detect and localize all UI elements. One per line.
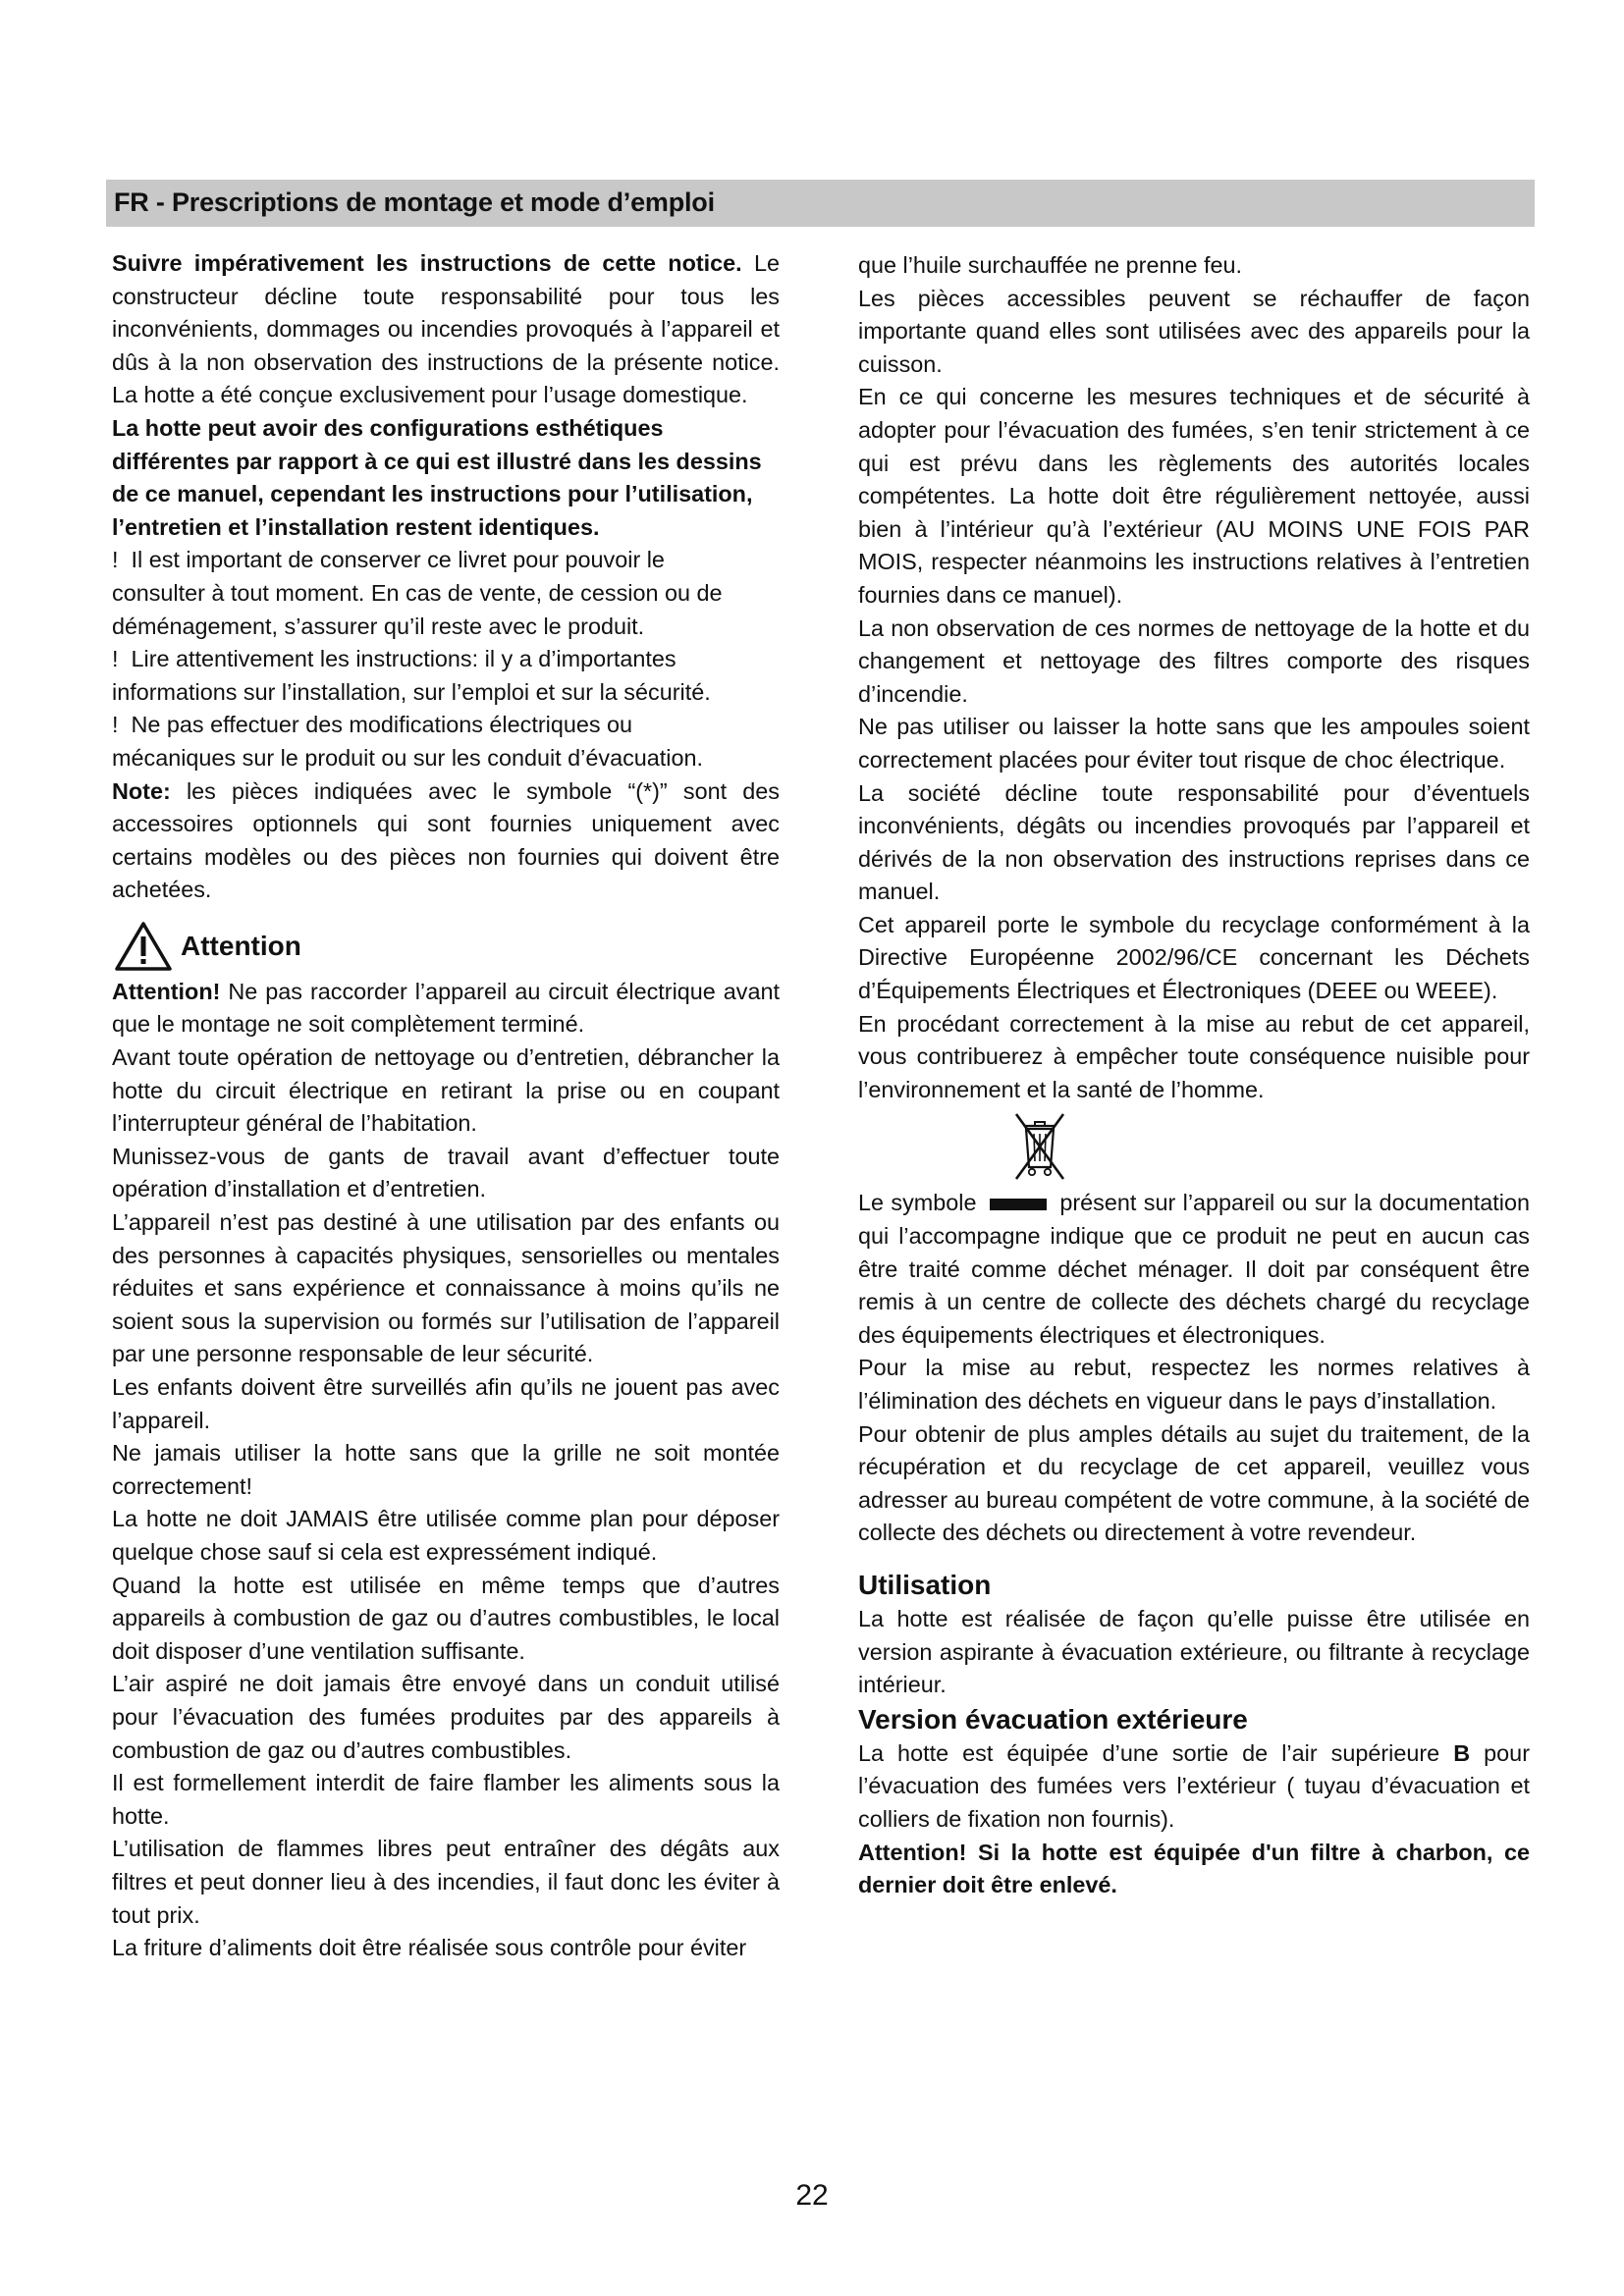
paragraph: Avant toute opération de nettoyage ou d’entretien, débrancher la hotte du circuit électrique en retirant la prise ou en coupant l’interrupteur général de l’habitation. <box>112 1044 780 1137</box>
symbol-paragraph <box>858 1187 1530 1352</box>
version-text-after: pour l’évacuation des fumées vers l’extérieur ( tuyau d’évacuation et colliers de fixation non fournis). <box>858 1739 1530 1832</box>
note-label: Note: <box>112 777 171 804</box>
version-paragraph <box>858 1737 1530 1837</box>
version-text-before: La hotte est équipée d’une sortie de l’air supérieure <box>858 1739 1454 1766</box>
symbol-text-before: Le symbole <box>858 1190 977 1216</box>
note-text: les pièces indiquées avec le symbole “(*)” sont des accessoires optionnels qui sont fournies uniquement avec certains modèles ou des pièces non fournies qui doivent être achetées. <box>112 777 780 903</box>
bullet-continuation: consulter à tout moment. En cas de vente, de cession ou de déménagement, s’assurer qu’il reste avec le produit. <box>112 579 723 639</box>
intro-paragraph <box>112 247 780 412</box>
right-column <box>858 249 1530 1902</box>
attention-paragraph <box>112 976 780 1041</box>
paragraph: L’air aspiré ne doit jamais être envoyé dans un conduit utilisé pour l’évacuation des fumées produites par des appareils à combustion de gaz ou d’autres combustibles. <box>112 1671 780 1763</box>
intro-text: Le constructeur décline toute responsabilité pour tous les inconvénients, dommages ou incendies provoqués à l’appareil et dûs à la non observation des instructions de la présente notice. La hotte a été conçue exclusivement pour l’usage domestique. <box>112 250 780 408</box>
configuration-notice: La hotte peut avoir des configurations esthétiques différentes par rapport à ce qui est illustré dans les dessins de ce manuel, cependant les instructions pour l’utilisation, l’entretien et l’installation restent identiques. <box>112 414 762 540</box>
paragraph: que l’huile surchauffée ne prenne feu. <box>858 252 1243 278</box>
warning-triangle-icon <box>114 921 173 972</box>
exclamation-mark: ! <box>112 712 119 738</box>
paragraph: Ne jamais utiliser la hotte sans que la grille ne soit montée correctement! <box>112 1440 780 1499</box>
crossed-bin-icon <box>1010 1110 1069 1183</box>
version-heading: Version évacuation extérieure <box>858 1703 1248 1735</box>
exclamation-mark: ! <box>112 646 119 672</box>
utilisation-paragraph: La hotte est réalisée de façon qu’elle puisse être utilisée en version aspirante à évacuation extérieure, ou filtrante à recyclage intérieur. <box>858 1605 1530 1698</box>
paragraph: Il est formellement interdit de faire flamber les aliments sous la hotte. <box>112 1770 780 1829</box>
bullet-continuation: mécaniques sur le produit ou sur les conduit d’évacuation. <box>112 744 704 771</box>
attention-text: Ne pas raccorder l’appareil au circuit électrique avant que le montage ne soit complètement terminé. <box>112 978 780 1038</box>
bullet-item <box>112 643 780 709</box>
paragraph: Pour obtenir de plus amples détails au sujet du traitement, de la récupération et du recyclage de cet appareil, veuillez vous adresser au bureau compétent de votre commune, à la société de collecte des déchets ou directement à votre revendeur. <box>858 1420 1530 1546</box>
paragraph: La hotte ne doit JAMAIS être utilisée comme plan pour déposer quelque chose sauf si cela est expressément indiqué. <box>112 1506 780 1565</box>
paragraph: L’utilisation de flammes libres peut entraîner des dégâts aux filtres et peut donner lieu à des incendies, il faut donc les éviter à tout prix. <box>112 1836 780 1928</box>
paragraph: Les enfants doivent être surveillés afin qu’ils ne jouent pas avec l’appareil. <box>112 1374 780 1433</box>
paragraph: Les pièces accessibles peuvent se réchauffer de façon importante quand elles sont utilisées avec des appareils pour la cuisson. <box>858 285 1530 377</box>
charcoal-filter-warning: Attention! Si la hotte est équipée d'un filtre à charbon, ce dernier doit être enlevé. <box>858 1839 1530 1898</box>
paragraph: La non observation de ces normes de nettoyage de la hotte et du changement et nettoyage des filtres comporte des risques d’incendie. <box>858 614 1530 707</box>
paragraph: En procédant correctement à la mise au rebut de cet appareil, vous contribuerez à empêcher toute conséquence nuisible pour l’environnement et la santé de l’homme. <box>858 1010 1530 1102</box>
bullet-first-line: Ne pas effectuer des modifications électriques ou <box>131 712 633 738</box>
section-title: FR - Prescriptions de montage et mode d’emploi <box>114 187 715 217</box>
page-number: 22 <box>795 2179 829 2212</box>
bullet-first-line: Il est important de conserver ce livret pour pouvoir le <box>131 547 665 573</box>
left-column <box>112 247 780 1965</box>
weee-symbol-block <box>858 1106 1530 1187</box>
bullet-continuation: informations sur l’installation, sur l’emploi et sur la sécurité. <box>112 678 711 705</box>
version-text-bold: B <box>1453 1739 1471 1766</box>
attention-heading: Attention <box>181 930 301 961</box>
section-header-bar <box>106 180 1535 227</box>
paragraph: La société décline toute responsabilité pour d’éventuels inconvénients, dégâts ou incendies provoqués par l’appareil et dérivés de la non observation des instructions reprises dans ce manuel. <box>858 779 1530 905</box>
paragraph: Munissez-vous de gants de travail avant d’effectuer toute opération d’installation et d’entretien. <box>112 1143 780 1202</box>
attention-heading-row <box>112 919 780 974</box>
exclamation-mark: ! <box>112 547 119 573</box>
attention-label: Attention! <box>112 978 221 1004</box>
bullet-first-line: Lire attentivement les instructions: il y a d’importantes <box>131 646 677 672</box>
paragraph: Cet appareil porte le symbole du recyclage conformément à la Directive Européenne 2002/96/CE concernant les Déchets d’Équipements Électriques et Électroniques (DEEE ou WEEE). <box>858 911 1530 1004</box>
symbol-text-after: présent sur l’appareil ou sur la documentation qui l’accompagne indique que ce produit ne peut en aucun cas être traité comme déchet ménager. Il doit par conséquent être remis à un centre de collecte des déchets chargé du recyclage des équipements électriques et électroniques. <box>858 1190 1530 1348</box>
utilisation-heading: Utilisation <box>858 1569 992 1600</box>
bullet-item <box>112 709 780 774</box>
black-bar-icon <box>990 1199 1047 1210</box>
paragraph: Pour la mise au rebut, respectez les normes relatives à l’élimination des déchets en vigueur dans le pays d’installation. <box>858 1355 1530 1414</box>
intro-bold: Suivre impérativement les instructions de cette notice. <box>112 250 742 276</box>
paragraph: La friture d’aliments doit être réalisée sous contrôle pour éviter <box>112 1935 747 1961</box>
paragraph: En ce qui concerne les mesures techniques et de sécurité à adopter pour l’évacuation des fumées, s’en tenir strictement à ce qui est prévu dans les règlements des autorités locales compétentes. La hotte doit être régulièrement nettoyée, aussi bien à l’intérieur qu’à l’extérieur (AU MOINS UNE FOIS PAR MOIS, respecter néanmoins les instructions relatives à l’entretien fournies dans ce manuel). <box>858 384 1530 608</box>
bullet-item <box>112 544 780 643</box>
paragraph: Ne pas utiliser ou laisser la hotte sans que les ampoules soient correctement placées pour éviter tout risque de choc électrique. <box>858 714 1530 773</box>
paragraph: L’appareil n’est pas destiné à une utilisation par des enfants ou des personnes à capacités physiques, sensorielles ou mentales réduites et sans expérience et connaissance à moins qu’ils ne soient sous la supervision ou formés sur l’utilisation de l’appareil par une personne responsable de leur sécurité. <box>112 1209 780 1367</box>
note-paragraph <box>112 775 780 907</box>
paragraph: Quand la hotte est utilisée en même temps que d’autres appareils à combustion de gaz ou d’autres combustibles, le local doit disposer d’une ventilation suffisante. <box>112 1572 780 1664</box>
